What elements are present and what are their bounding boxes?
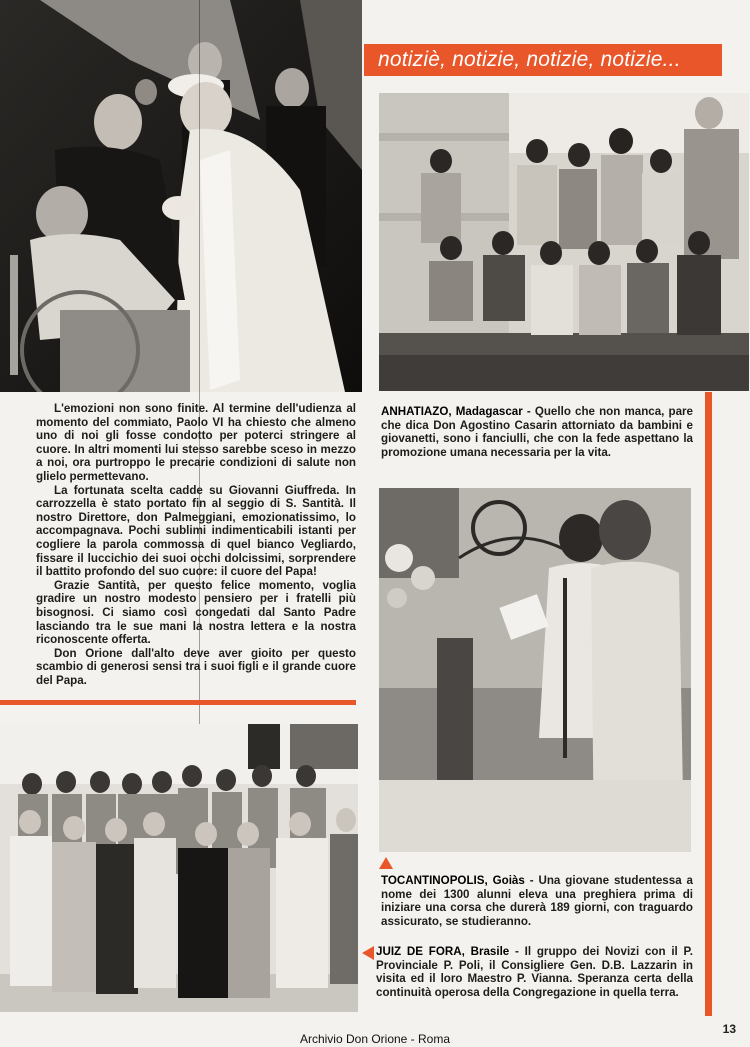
caption-text: - Una giovane studentessa a nome dei 1300 alunni eleva una preghiera prima di iniziare una corsa che durerà 189 giorni, con traguardo assicurato, se studieranno. [381, 874, 693, 928]
right-orange-rule [705, 392, 712, 1016]
caption-text: - Quello che non manca, pare che dica Don Agostino Casarin attorniato da bambini e giovanetti, sono i fanciulli, che con la fede aspettano la promozione umana necessaria per la vita. [381, 405, 693, 459]
up-triangle-icon [379, 857, 393, 869]
caption-place: TOCANTINOPOLIS, Goiàs [381, 874, 525, 887]
page-number: 13 [722, 1022, 736, 1036]
article-text [36, 402, 356, 687]
left-triangle-icon [362, 946, 374, 960]
caption-place: JUIZ DE FORA, Brasile [376, 945, 510, 958]
news-banner: notiziè, notizie, notizie, notizie... [364, 44, 722, 76]
juiz-caption [376, 945, 693, 999]
article-paragraph: Grazie Santità, per questo felice momento, voglia gradire un nostro modesto pensiero per i fratelli più bisognosi. Ci siamo così congedati dal Santo Padre lasciando tra le sue mani la nostra lettera e la nostra riconoscente offerta. [36, 578, 356, 647]
tocantinopolis-caption [381, 874, 693, 928]
archive-footer: Archivio Don Orione - Roma [299, 1032, 451, 1046]
madagascar-caption [381, 405, 693, 459]
juiz-de-fora-photo [0, 724, 358, 1012]
pope-photo [0, 0, 362, 392]
article-paragraph: La fortunata scelta cadde su Giovanni Giuffreda. In carrozzella è stato portato fin al seggio di S. Santità. Il nostro Direttore, don Palmeggiani, emozionatissimo, lo accompagnava. Pochi sublimi indimenticabili istanti per cogliere la parola commossa di quel bianco Vegliardo, fissare il luccichio dei suoi occhi dolcissimi, sorprendere il battito profondo del suo cuore: il cuore del Papa! [36, 483, 356, 579]
tocantinopolis-photo [379, 488, 691, 852]
article-paragraph: Don Orione dall'alto deve aver gioito per questo scambio di generosi sensi tra i suoi figli e il grande cuore del Papa. [36, 646, 356, 687]
left-orange-rule [0, 700, 356, 705]
article-paragraph: L'emozioni non sono finite. Al termine dell'udienza al momento del commiato, Paolo VI ha chiesto che almeno uno di noi gli fosse condotto per poterci stringere al cuore. In altri momenti lui stesso sarebbe sceso in mezzo a noi, ora purtroppo le precarie condizioni di salute non glielo permettevano. [36, 402, 356, 483]
madagascar-photo [379, 93, 749, 391]
caption-place: ANHATIAZO, Madagascar [381, 405, 523, 418]
caption-text: - Il gruppo dei Novizi con il P. Provinciale P. Poli, il Consigliere Gen. D.B. Lazzarin in visita ed il loro Maestro P. Vianna. Speranza certa della continuità operosa della Congregazione in quella terra. [376, 945, 693, 999]
